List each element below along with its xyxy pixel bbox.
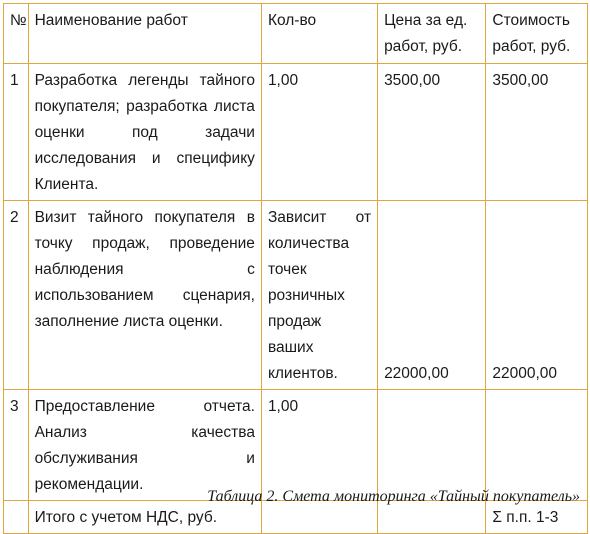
cell-num: 3 [4,390,29,501]
cell-name: Визит тайного покупателя в точку продаж, проведение наблюдения с использованием сценария, заполнение листа оценки. [28,201,261,390]
cell-num-empty [4,501,29,534]
estimate-table [3,3,588,534]
header-price: Цена за ед. работ, руб. [378,4,486,64]
cell-name: Предоставление отчета. Анализ качества обслуживания и рекомендации. [28,390,261,501]
cell-price [378,390,486,501]
cell-cost: 22000,00 [486,201,588,390]
cell-qty: Зависит от количества точек розничных продаж ваших клиентов. [261,201,377,390]
cell-num: 2 [4,201,29,390]
cell-cost: 3500,00 [486,64,588,201]
cell-qty: 1,00 [261,390,377,501]
cell-price: 3500,00 [378,64,486,201]
cell-num: 1 [4,64,29,201]
cell-name: Разработка легенды тайного покупателя; разработка листа оценки под задачи исследования и специфику Клиента. [28,64,261,201]
table-header-row [4,4,588,64]
table-row [4,390,588,501]
table-row [4,64,588,201]
header-cost: Стоимость работ, руб. [486,4,588,64]
cell-qty: 1,00 [261,64,377,201]
estimate-table-wrapper [3,3,588,534]
header-name: Наименование работ [28,4,261,64]
cell-cost [486,390,588,501]
cell-price: 22000,00 [378,201,486,390]
header-qty: Кол-во [261,4,377,64]
total-cost: Σ п.п. 1-3 [486,501,588,534]
table-caption: Таблица 2. Смета мониторинга «Тайный покупатель» [207,488,580,505]
header-num: № [4,4,29,64]
table-row [4,201,588,390]
total-label: Итого с учетом НДС, руб. [28,501,261,534]
